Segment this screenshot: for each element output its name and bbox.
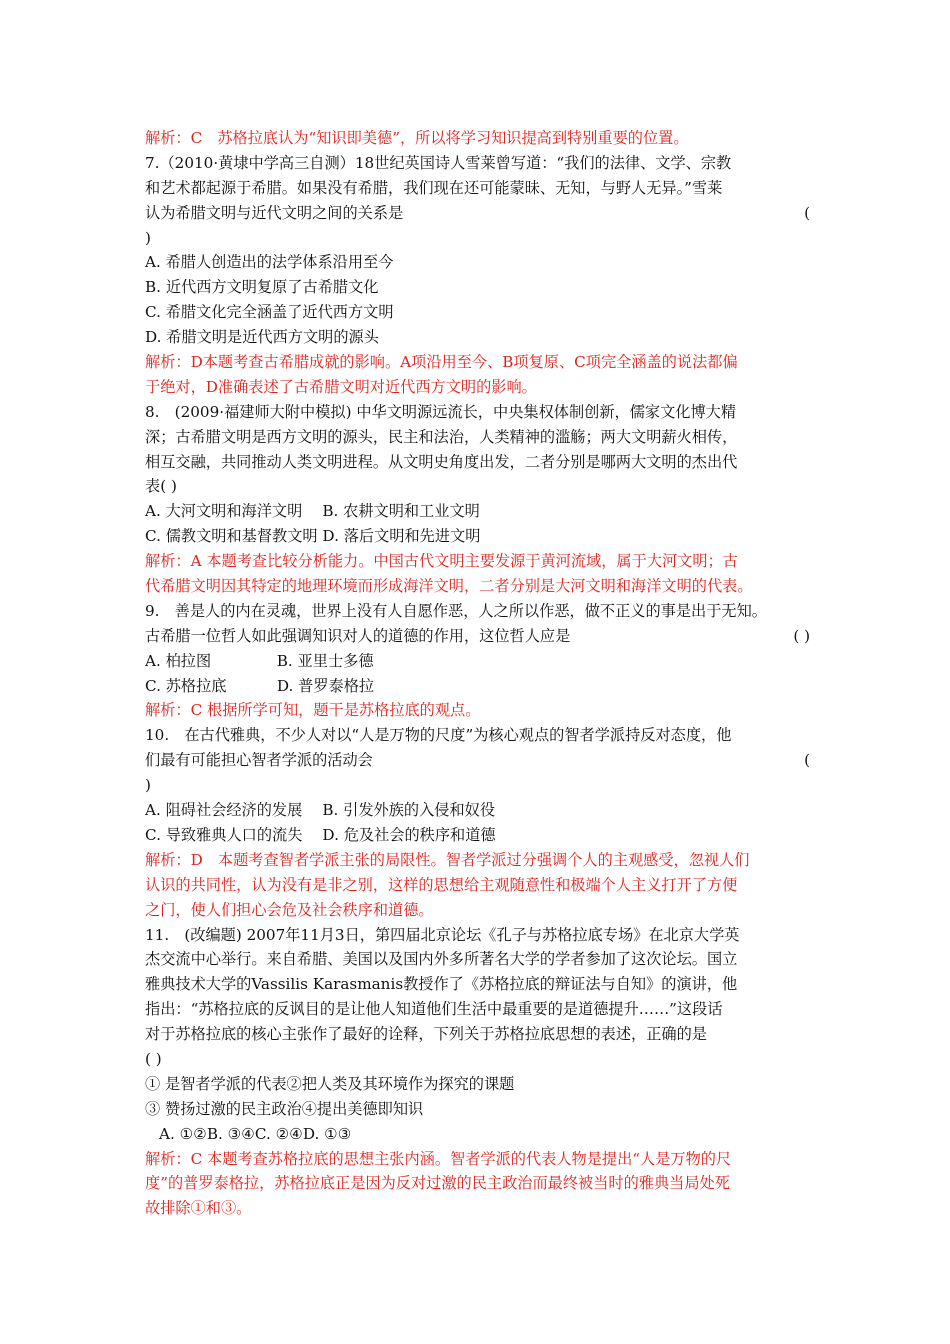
q8-line-1: 8. (2009·福建师大附中模拟) 中华文明源远流长，中央集权体制创新，儒家文化博大精 [145,402,737,421]
q10-line-2 [145,748,810,773]
q8-options-ab: A. 大河文明和海洋文明 B. 农耕文明和工业文明 [145,502,480,521]
q11-options: A. ①②B. ③④C. ②④D. ①③ [159,1124,352,1143]
document-page [145,126,810,1221]
q9-line-1: 9. 善是人的内在灵魂，世界上没有人自愿作恶，人之所以作恶，做不正义的事是出于无知。 [145,601,767,620]
q7-line-1: 7.（2010·黄埭中学高三自测）18世纪英国诗人雪莱曾写道：“我们的法律、文学、宗教 [145,153,732,172]
q7-stem-end: 认为希腊文明与近代文明之间的关系是 [145,203,404,222]
q11-line-5: 对于苏格拉底的核心主张作了最好的诠释，下列关于苏格拉底思想的表述，正确的是 [145,1025,707,1044]
q11-answer-line-3: 故排除①和③。 [145,1199,252,1218]
q8-answer-line-2: 代希腊文明因其特定的地理环境而形成海洋文明，二者分别是大河文明和海洋文明的代表。 [145,577,753,596]
q11-line-3: 雅典技术大学的Vassilis Karasmanis教授作了《苏格拉底的辩证法与自知》的演讲，他 [145,975,738,994]
q9-options-cd: C. 苏格拉底 D. 普罗泰格拉 [145,676,375,695]
q7-answer-line-1: 解析：D本题考查古希腊成就的影响。A项沿用至今、B项复原、C项完全涵盖的说法都偏 [145,353,738,372]
q9-paren: ( ) [793,626,810,645]
q7-answer-line-2: 于绝对，D准确表述了古希腊文明对近代西方文明的影响。 [145,377,537,396]
q10-answer-line-3: 之门，使人们担心会危及社会秩序和道德。 [145,900,434,919]
answer-q6: 解析：C 苏格拉底认为“知识即美德”，所以将学习知识提高到特别重要的位置。 [145,129,689,147]
q8-line-4: 表( ) [145,477,177,496]
q9-options-ab: A. 柏拉图 B. 亚里士多德 [145,651,374,670]
q8-line-2: 深；古希腊文明是西方文明的源头，民主和法治，人类精神的滥觞；两大文明薪火相传， [145,427,738,446]
q10-paren-close: ) [145,776,151,795]
q8-line-3: 相互交融，共同推动人类文明进程。从文明史角度出发，二者分别是哪两大文明的杰出代 [145,452,738,471]
q11-answer-line-1: 解析：C 本题考查苏格拉底的思想主张内涵。智者学派的代表人物是提出“人是万物的尺 [145,1149,732,1168]
q7-line-2: 和艺术都起源于希腊。如果没有希腊，我们现在还可能蒙昧、无知，与野人无异。”雪莱 [145,178,723,197]
q11-statements-2: ③ 赞扬过激的民主政治④提出美德即知识 [145,1099,424,1118]
q10-paren-open: ( [804,751,810,770]
q11-line-1: 11. (改编题) 2007年11月3日，第四届北京论坛《孔子与苏格拉底专场》在北京大学英 [145,925,740,944]
q10-answer-line-1: 解析：D 本题考查智者学派主张的局限性。智者学派过分强调个人的主观感受，忽视人们 [145,850,750,869]
q7-paren-open: ( [804,203,810,222]
q8-answer-line-1: 解析：A 本题考查比较分析能力。中国古代文明主要发源于黄河流域，属于大河文明；古 [145,552,738,571]
q11-line-2: 杰交流中心举行。来自希腊、美国以及国内外多所著名大学的学者参加了这次论坛。国立 [145,950,738,969]
q10-stem-end: 们最有可能担心智者学派的活动会 [145,751,373,770]
q7-option-c: C. 希腊文化完全涵盖了近代西方文明 [145,303,394,322]
q7-option-a: A. 希腊人创造出的法学体系沿用至今 [145,253,394,272]
q10-options-cd: C. 导致雅典人口的流失 D. 危及社会的秩序和道德 [145,825,496,844]
q9-line-2 [145,624,810,649]
q11-statements-1: ① 是智者学派的代表②把人类及其环境作为探究的课题 [145,1074,515,1093]
q8-options-cd: C. 儒教文明和基督教文明 D. 落后文明和先进文明 [145,527,481,546]
q10-options-ab: A. 阻碍社会经济的发展 B. 引发外族的入侵和奴役 [145,801,496,820]
q11-line-6: ( ) [145,1049,162,1068]
q10-answer-line-2: 认识的共同性，认为没有是非之别，这样的思想给主观随意性和极端个人主义打开了方便 [145,875,738,894]
q7-paren-close: ) [145,228,151,247]
q7-line-3 [145,201,810,226]
q11-answer-line-2: 度”的普罗泰格拉，苏格拉底正是因为反对过激的民主政治而最终被当时的雅典当局处死 [145,1174,730,1193]
q9-answer: 解析：C 根据所学可知，题干是苏格拉底的观点。 [145,701,481,720]
q11-line-4: 指出：“苏格拉底的反讽目的是让他人知道他们生活中最重要的是道德提升……”这段话 [145,1000,723,1019]
q9-stem-end: 古希腊一位哲人如此强调知识对人的道德的作用，这位哲人应是 [145,626,571,645]
q7-option-b: B. 近代西方文明复原了古希腊文化 [145,278,379,297]
q7-option-d: D. 希腊文明是近代西方文明的源头 [145,328,379,347]
q10-line-1: 10. 在古代雅典，不少人对以“人是万物的尺度”为核心观点的智者学派持反对态度，他 [145,726,732,745]
